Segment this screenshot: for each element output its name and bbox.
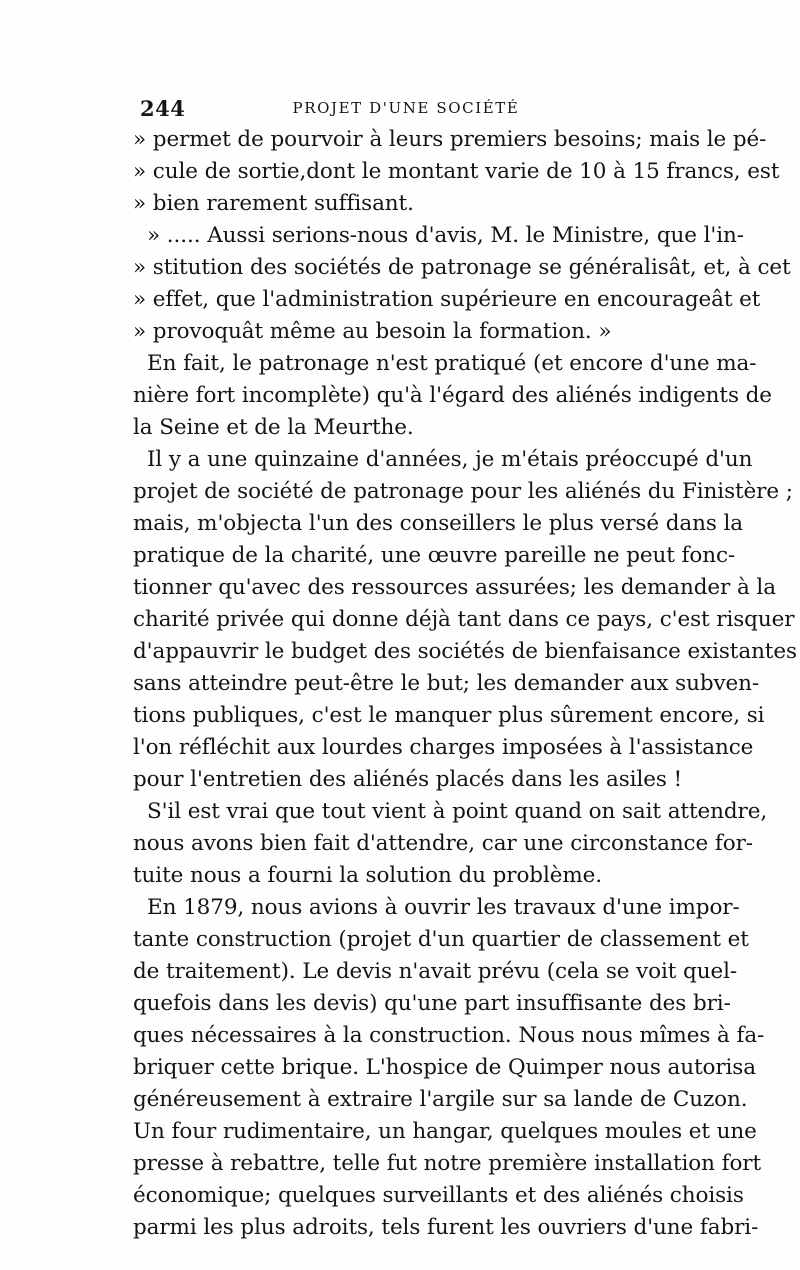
- text-line: tuite nous a fourni la solution du problème.: [133, 863, 603, 888]
- text-line: » ..... Aussi serions-nous d'avis, M. le Ministre, que l'in-: [147, 223, 744, 248]
- text-line: » effet, que l'administration supérieure en encourageât et: [133, 287, 761, 312]
- text-line: tionner qu'avec des ressources assurées; les demander à la: [133, 575, 776, 600]
- text-line: S'il est vrai que tout vient à point quand on sait attendre,: [147, 799, 768, 824]
- text-line: Un four rudimentaire, un hangar, quelques moules et une: [133, 1119, 757, 1144]
- text-line: » permet de pourvoir à leurs premiers besoins; mais le pé-: [133, 127, 767, 152]
- text-line: charité privée qui donne déjà tant dans ce pays, c'est risquer: [133, 607, 795, 632]
- text-line: mais, m'objecta l'un des conseillers le plus versé dans la: [133, 511, 743, 536]
- text-line: d'appauvrir le budget des sociétés de bienfaisance existantes: [133, 639, 797, 664]
- text-line: économique; quelques surveillants et des aliénés choisis: [133, 1183, 744, 1208]
- running-head: [140, 96, 672, 124]
- text-line: quefois dans les devis) qu'une part insuffisante des bri-: [133, 991, 731, 1016]
- text-line: tions publiques, c'est le manquer plus sûrement encore, si: [133, 703, 765, 728]
- text-line: » provoquât même au besoin la formation. »: [133, 319, 612, 344]
- text-line: nous avons bien fait d'attendre, car une circonstance for-: [133, 831, 753, 856]
- text-line: En 1879, nous avions à ouvrir les travaux d'une impor-: [147, 895, 740, 920]
- text-line: ques nécessaires à la construction. Nous nous mîmes à fa-: [133, 1023, 765, 1048]
- text-line: nière fort incomplète) qu'à l'égard des aliénés indigents de: [133, 383, 772, 408]
- text-line: » bien rarement suffisant.: [133, 191, 414, 216]
- text-line: presse à rebattre, telle fut notre première installation fort: [133, 1151, 762, 1176]
- text-line: En fait, le patronage n'est pratiqué (et encore d'une ma-: [147, 351, 757, 376]
- text-line: parmi les plus adroits, tels furent les ouvriers d'une fabri-: [133, 1215, 759, 1240]
- text-line: la Seine et de la Meurthe.: [133, 415, 414, 440]
- text-line: » cule de sortie,dont le montant varie de 10 à 15 francs, est: [133, 159, 780, 184]
- text-line: de traitement). Le devis n'avait prévu (cela se voit quel-: [133, 959, 738, 984]
- text-line: l'on réfléchit aux lourdes charges imposées à l'assistance: [133, 735, 754, 760]
- text-line: généreusement à extraire l'argile sur sa lande de Cuzon.: [133, 1087, 748, 1112]
- text-line: pratique de la charité, une œuvre pareille ne peut fonc-: [133, 543, 736, 568]
- running-title: PROJET D'UNE SOCIÉTÉ: [292, 99, 520, 117]
- page-number: 244: [140, 96, 186, 121]
- body-text: [133, 124, 797, 1244]
- text-line: Il y a une quinzaine d'années, je m'étais préoccupé d'un: [147, 447, 753, 472]
- text-line: projet de société de patronage pour les aliénés du Finistère ;: [133, 479, 793, 504]
- text-line: tante construction (projet d'un quartier de classement et: [133, 927, 749, 952]
- text-line: » stitution des sociétés de patronage se généralisât, et, à cet: [133, 255, 791, 280]
- text-line: sans atteindre peut-être le but; les demander aux subven-: [133, 671, 760, 696]
- text-line: pour l'entretien des aliénés placés dans les asiles !: [133, 767, 683, 792]
- text-line: briquer cette brique. L'hospice de Quimper nous autorisa: [133, 1055, 756, 1080]
